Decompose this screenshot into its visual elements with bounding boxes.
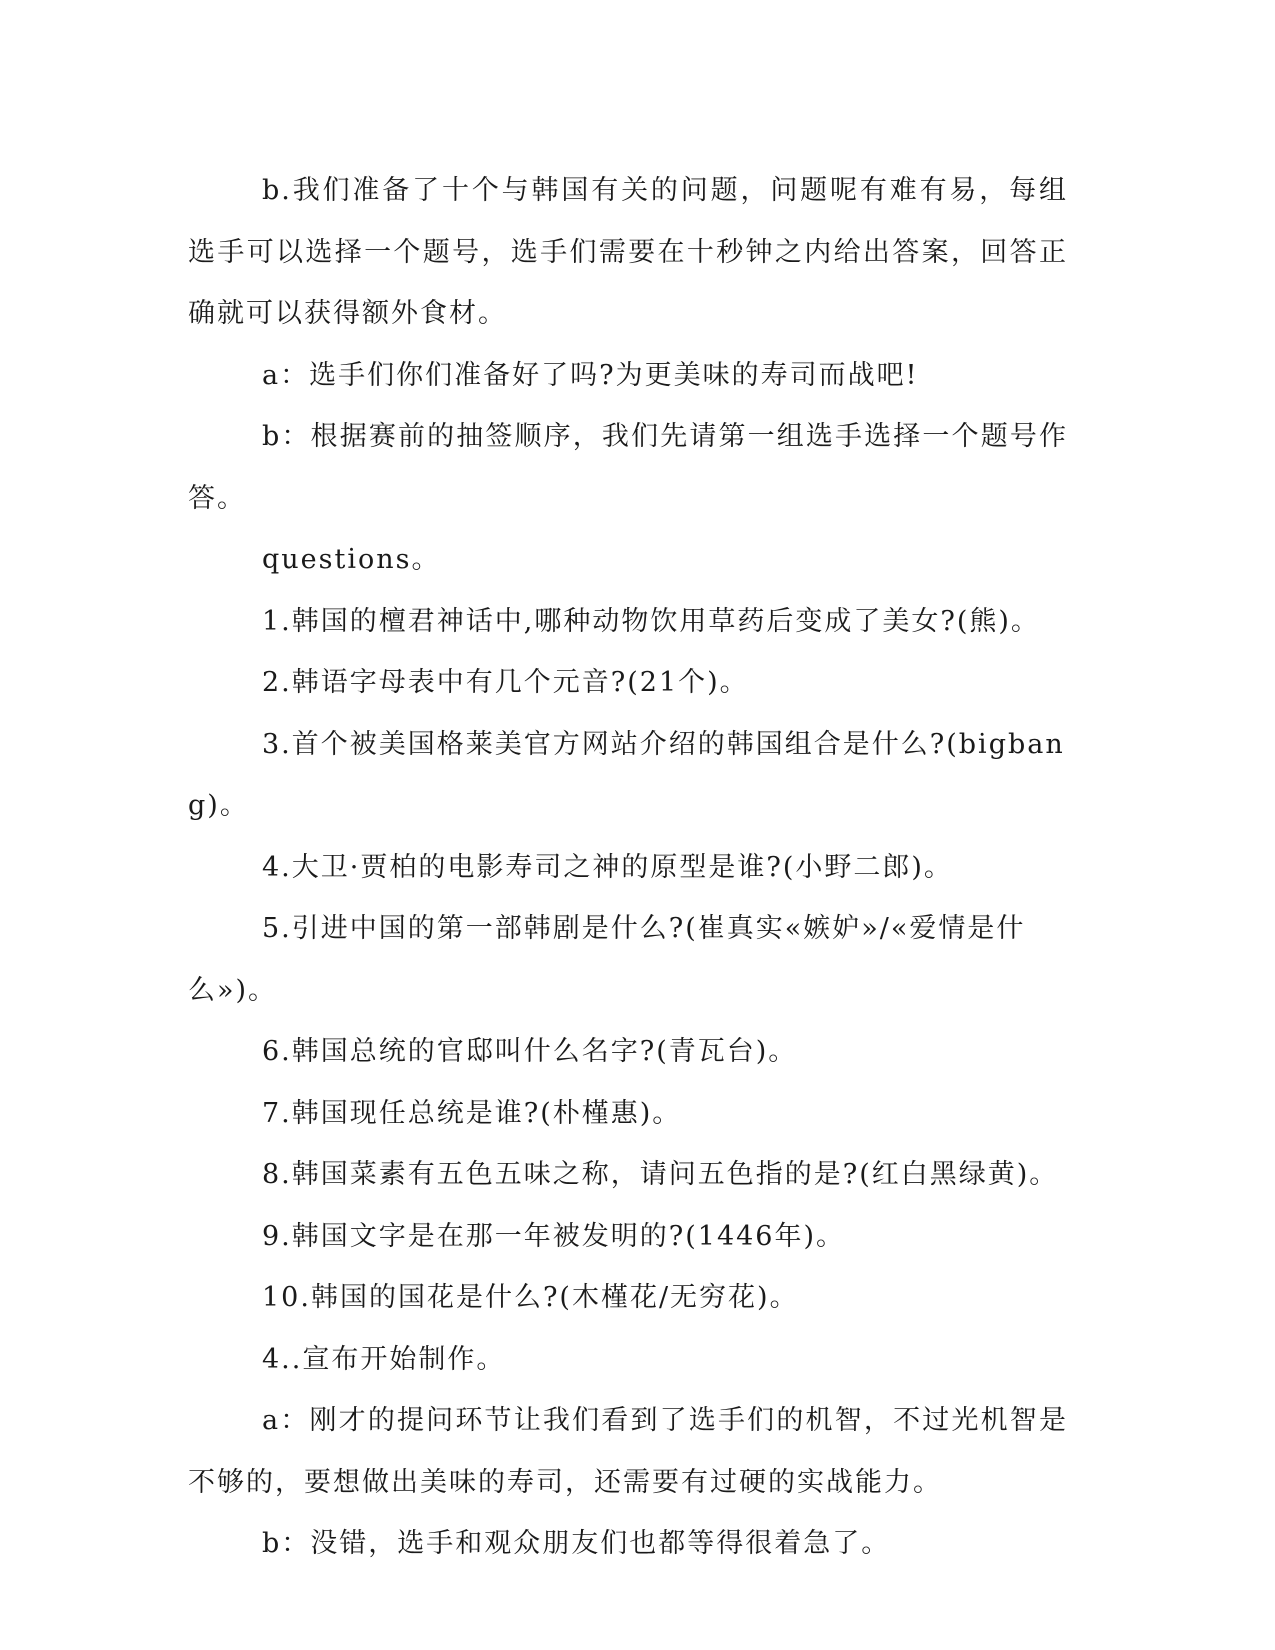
- paragraph-question-intro: b.我们准备了十个与韩国有关的问题，问题呢有难有易，每组选手可以选择一个题号，选手们需要在十秒钟之内给出答案，回答正确就可以获得额外食材。: [188, 175, 1068, 329]
- paragraph-host-a-skills: a：刚才的提问环节让我们看到了选手们的机智，不过光机智是不够的，要想做出美味的寿司，还需要有过硬的实战能力。: [188, 1405, 1068, 1498]
- question-item-1: 1.韩国的檀君神话中,哪种动物饮用草药后变成了美女?(熊)。: [262, 605, 1040, 637]
- question-item-5: 5.引进中国的第一部韩剧是什么?(崔真实«嫉妒»/«爱情是什么»)。: [188, 913, 1026, 1006]
- question-item-9: 9.韩国文字是在那一年被发明的?(1446年)。: [262, 1220, 846, 1252]
- paragraph-questions-heading: questions。: [262, 544, 441, 575]
- question-item-10: 10.韩国的国花是什么?(木槿花/无穷花)。: [262, 1282, 799, 1313]
- question-item-7: 7.韩国现任总统是谁?(朴槿惠)。: [262, 1097, 682, 1129]
- question-item-4: 4.大卫·贾柏的电影寿司之神的原型是谁?(小野二郎)。: [262, 851, 953, 883]
- question-item-6: 6.韩国总统的官邸叫什么名字?(青瓦台)。: [262, 1036, 798, 1067]
- paragraph-host-b-order: b：根据赛前的抽签顺序，我们先请第一组选手选择一个题号作答。: [188, 421, 1068, 514]
- paragraph-host-a-ready: a：选手们你们准备好了吗?为更美味的寿司而战吧!: [262, 359, 919, 391]
- paragraph-start-cooking: 4..宣布开始制作。: [262, 1343, 506, 1375]
- question-item-2: 2.韩语字母表中有几个元音?(21个)。: [262, 667, 749, 698]
- paragraph-host-b-waiting: b：没错，选手和观众朋友们也都等得很着急了。: [262, 1528, 891, 1559]
- question-item-3: 3.首个被美国格莱美官方网站介绍的韩国组合是什么?(bigbang)。: [188, 728, 1065, 821]
- question-item-8: 8.韩国菜素有五色五味之称，请问五色指的是?(红白黑绿黄)。: [262, 1159, 1059, 1190]
- document-body: [188, 160, 1068, 1575]
